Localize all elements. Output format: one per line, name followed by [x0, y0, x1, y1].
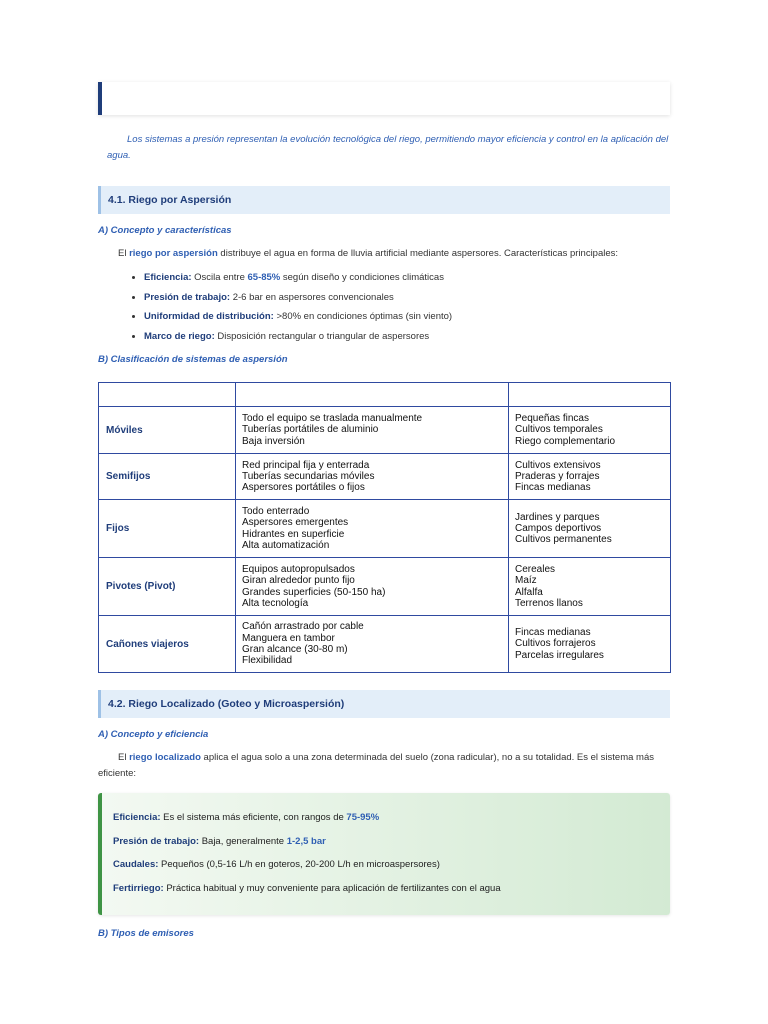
cell-line: Baja inversión: [242, 435, 305, 447]
cell-line: Terrenos llanos: [515, 597, 583, 609]
subheading-tipos-emisores: B) Tipos de emisores: [98, 928, 194, 939]
subheading-clasificacion: B) Clasificación de sistemas de aspersión: [98, 354, 288, 365]
cell-line: Hidrantes en superficie: [242, 528, 345, 540]
efficiency-callout: [98, 793, 670, 915]
cell-line: Alfalfa: [515, 586, 543, 598]
term-riego-localizado: riego localizado: [129, 752, 201, 763]
system-type-cell: Cañones viajeros: [99, 616, 236, 673]
table-row: [99, 454, 671, 500]
system-type-cell: Semifijos: [99, 454, 236, 500]
cell-line: Praderas y forrajes: [515, 470, 600, 482]
cell-line: Tuberías secundarias móviles: [242, 470, 375, 482]
cell-line: Grandes superficies (50-150 ha): [242, 586, 386, 598]
features-cell: [236, 500, 509, 558]
cell-line: Cultivos forrajeros: [515, 638, 596, 650]
feature-item: • Eficiencia: Oscila entre 65-85% según diseño y condiciones climáticas: [144, 268, 452, 288]
cell-line: Todo enterrado: [242, 505, 310, 517]
cell-line: Tuberías portátiles de aluminio: [242, 424, 379, 436]
localizado-paragraph: El riego localizado aplica el agua solo a una zona determinada del suelo (zona radicular), no a su totalidad. Es el sistema más eficiente:: [98, 752, 654, 779]
cell-line: Cereales: [515, 563, 556, 575]
callout-row: Presión de trabajo: Baja, generalmente 1-2,5 bar: [113, 836, 326, 847]
cell-line: Aspersores portátiles o fijos: [242, 482, 365, 494]
callout-row: Fertirriego: Práctica habitual y muy conveniente para aplicación de fertilizantes con el agua: [113, 883, 501, 894]
cell-line: Riego complementario: [515, 435, 616, 447]
cell-line: Flexibilidad: [242, 655, 293, 667]
system-type-cell: Fijos: [99, 500, 236, 558]
section-header-localizado: 4.2. Riego Localizado (Goteo y Microaspersión): [98, 690, 670, 718]
cell-line: Cultivos extensivos: [515, 459, 601, 471]
system-type-cell: Pivotes (Pivot): [99, 558, 236, 616]
cell-line: Alta tecnología: [242, 597, 309, 609]
uses-cell: [509, 558, 671, 616]
callout-row: Caudales: Pequeños (0,5-16 L/h en goteros, 20-200 L/h en microaspersores): [113, 859, 440, 870]
cell-line: Maíz: [515, 575, 537, 587]
uses-cell: [509, 616, 671, 673]
cell-line: Cañón arrastrado por cable: [242, 621, 364, 633]
cell-line: Equipos autopropulsados: [242, 563, 355, 575]
cell-line: Jardines y parques: [515, 511, 600, 523]
cell-line: Red principal fija y enterrada: [242, 459, 370, 471]
cell-line: Fincas medianas: [515, 482, 591, 494]
cell-line: Gran alcance (30-80 m): [242, 644, 348, 655]
table-row: [99, 407, 671, 454]
callout-row: Eficiencia: Es el sistema más eficiente, con rangos de 75-95%: [113, 812, 380, 823]
cell-line: Giran alrededor punto fijo: [242, 575, 355, 587]
uses-cell: [509, 407, 671, 454]
table-row: [99, 558, 671, 616]
subheading-concepto: A) Concepto y características: [98, 225, 232, 236]
cell-line: Aspersores emergentes: [242, 517, 349, 529]
classification-table: [98, 382, 671, 673]
uses-cell: [509, 500, 671, 558]
cell-line: Cultivos temporales: [515, 424, 603, 436]
section-header-aspersion: 4.1. Riego por Aspersión: [98, 186, 670, 214]
feature-item: • Uniformidad de distribución: >80% en condiciones óptimas (sin viento): [144, 307, 452, 327]
cell-line: Pequeñas fincas: [515, 413, 589, 425]
intro-paragraph: Los sistemas a presión representan la evolución tecnológica del riego, permitiendo mayor eficiencia y control en la aplicación del agua.: [107, 134, 669, 161]
table-row: [99, 616, 671, 673]
feature-item: • Marco de riego: Disposición rectangular o triangular de aspersores: [144, 327, 452, 347]
table-row: [99, 500, 671, 558]
cell-line: Todo el equipo se traslada manualmente: [242, 413, 423, 425]
cell-line: Cultivos permanentes: [515, 534, 612, 546]
cell-line: Campos deportivos: [515, 522, 602, 534]
table-header-row: [99, 383, 671, 407]
aspersion-paragraph: El riego por aspersión distribuye el agua en forma de lluvia artificial mediante aspersores. Características principales:: [118, 248, 619, 259]
uses-cell: [509, 454, 671, 500]
features-cell: [236, 616, 509, 673]
features-list: [126, 268, 452, 346]
term-riego-aspersion: riego por aspersión: [129, 248, 218, 259]
cell-line: Parcelas irregulares: [515, 649, 604, 661]
cell-line: Fincas medianas: [515, 627, 591, 639]
feature-item: • Presión de trabajo: 2-6 bar en aspersores convencionales: [144, 288, 452, 308]
page-title-box: [98, 82, 670, 115]
features-cell: [236, 454, 509, 500]
system-type-cell: Móviles: [99, 407, 236, 454]
cell-line: Manguera en tambor: [242, 632, 335, 644]
features-cell: [236, 407, 509, 454]
features-cell: [236, 558, 509, 616]
subheading-concepto-eficiencia: A) Concepto y eficiencia: [98, 729, 209, 740]
cell-line: Alta automatización: [242, 539, 330, 551]
